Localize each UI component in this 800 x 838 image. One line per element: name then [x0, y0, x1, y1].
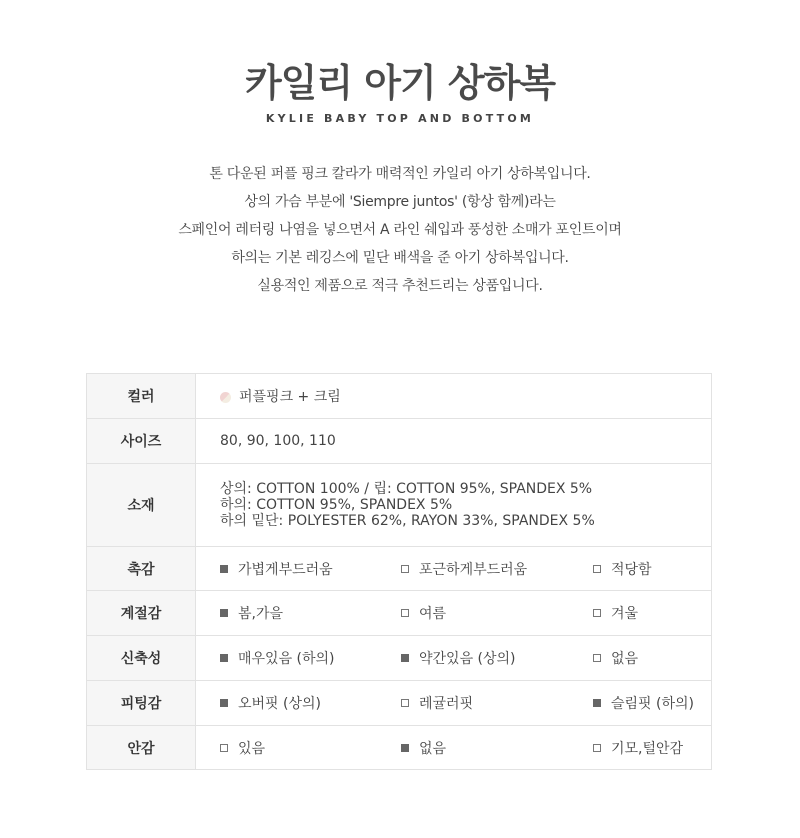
checkbox-icon [593, 565, 601, 573]
checkbox-icon [593, 654, 601, 662]
option [220, 648, 401, 668]
option-group [220, 648, 711, 668]
option [593, 693, 694, 713]
material-line: 하의: COTTON 95%, SPANDEX 5% [220, 497, 453, 513]
description-line: 하의는 기본 레깅스에 밑단 배색을 준 아기 상하복입니다. [231, 250, 569, 266]
option [220, 738, 401, 758]
spec-label: 안감 [87, 726, 196, 770]
spec-label: 신축성 [87, 636, 196, 681]
spec-value-lining [196, 726, 712, 770]
description-line: 스페인어 레터링 나염을 넣으면서 A 라인 쉐입과 풍성한 소매가 포인트이며 [178, 222, 622, 238]
option-group [220, 559, 711, 579]
option [401, 738, 593, 758]
checkbox-icon [220, 565, 228, 573]
checkbox-icon [220, 744, 228, 752]
description-line: 톤 다운된 퍼플 핑크 칼라가 매력적인 카일리 아기 상하복입니다. [209, 166, 591, 182]
option-label: 봄,가을 [238, 606, 284, 622]
checkbox-icon [220, 654, 228, 662]
option [401, 559, 593, 579]
spec-row-stretch [87, 636, 712, 681]
material-line: 상의: COTTON 100% / 립: COTTON 95%, SPANDEX 5% [220, 481, 593, 497]
option-label: 적당함 [611, 561, 652, 578]
option [593, 603, 638, 623]
spec-value-material [196, 464, 712, 547]
option-label: 슬림핏 (하의) [611, 696, 694, 712]
description-line: 상의 가슴 부분에 'Siempre juntos' (항상 함께)라는 [244, 194, 556, 210]
option-label: 약간있음 (상의) [419, 651, 516, 667]
option-label: 매우있음 (하의) [238, 651, 335, 667]
spec-label: 촉감 [87, 547, 196, 591]
option-group [220, 603, 711, 623]
option-label: 기모,털안감 [611, 740, 684, 757]
checkbox-icon [401, 744, 409, 752]
option-label: 없음 [419, 740, 447, 757]
spec-row-season [87, 591, 712, 636]
color-value: 퍼플핑크 + 크림 [239, 389, 341, 405]
description-line: 실용적인 제품으로 적극 추천드리는 상품입니다. [257, 278, 543, 294]
option-label: 없음 [611, 651, 639, 667]
spec-table [86, 373, 712, 770]
option [220, 603, 401, 623]
spec-label: 사이즈 [87, 419, 196, 464]
spec-row-color [87, 374, 712, 419]
spec-value-stretch [196, 636, 712, 681]
option-label: 여름 [419, 606, 447, 622]
spec-row-size [87, 419, 712, 464]
checkbox-icon [401, 699, 409, 707]
spec-row-material [87, 464, 712, 547]
option [220, 559, 401, 579]
option [401, 648, 593, 668]
option-label: 포근하게부드러움 [419, 561, 528, 578]
size-value: 80, 90, 100, 110 [196, 419, 712, 464]
spec-value-texture [196, 547, 712, 591]
spec-value-season [196, 591, 712, 636]
option-label: 겨울 [611, 606, 639, 622]
option [593, 738, 683, 758]
checkbox-icon [401, 565, 409, 573]
spec-row-texture [87, 547, 712, 591]
checkbox-icon [593, 744, 601, 752]
option [593, 559, 652, 579]
option-label: 레귤러핏 [419, 696, 474, 712]
spec-value-fit [196, 681, 712, 726]
option [220, 693, 401, 713]
spec-row-fit [87, 681, 712, 726]
option-group [220, 738, 711, 758]
checkbox-icon [220, 699, 228, 707]
option [401, 693, 593, 713]
page-subtitle: KYLIE BABY TOP AND BOTTOM [265, 112, 535, 125]
checkbox-icon [593, 609, 601, 617]
product-description [0, 160, 800, 300]
checkbox-icon [401, 654, 409, 662]
option-group [220, 693, 711, 713]
spec-label: 피팅감 [87, 681, 196, 726]
option-label: 가볍게부드러움 [238, 561, 333, 578]
material-line: 하의 밑단: POLYESTER 62%, RAYON 33%, SPANDEX 5% [220, 513, 595, 529]
option [593, 648, 638, 668]
checkbox-icon [401, 609, 409, 617]
spec-row-lining [87, 726, 712, 770]
spec-label: 계절감 [87, 591, 196, 636]
spec-label: 컬러 [87, 374, 196, 419]
color-swatch-icon [220, 392, 231, 403]
option-label: 있음 [238, 740, 266, 757]
page-title: 카일리 아기 상하복 [244, 61, 556, 105]
spec-label: 소재 [87, 464, 196, 547]
spec-value-color [196, 374, 712, 419]
checkbox-icon [593, 699, 601, 707]
option-label: 오버핏 (상의) [238, 696, 321, 712]
option [401, 603, 593, 623]
checkbox-icon [220, 609, 228, 617]
